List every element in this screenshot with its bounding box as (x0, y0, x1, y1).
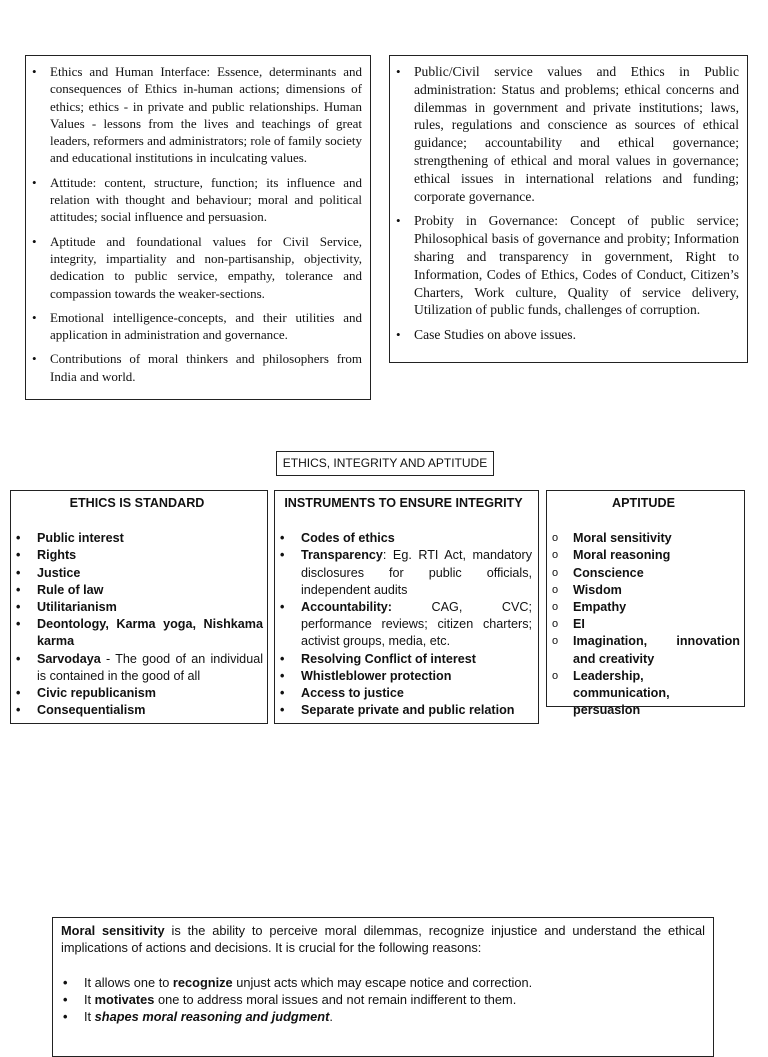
moral-sensitivity-box (52, 917, 714, 1057)
list-item: o Imagination, innovation and creativity (547, 633, 740, 667)
integrity-instruments-title: INSTRUMENTS TO ENSURE INTEGRITY (284, 496, 523, 510)
list-item: • Ethics and Human Interface: Essence, determinants and consequences of Ethics in-human actions; dimensions of ethics; ethics - in private and public relationships. Human Values - lessons from the lives and teachings of great leaders, reformers and administrators; role of family society and educational institutions in inculcating values. (26, 63, 362, 167)
list-item: • Public/Civil service values and Ethics in Public administration: Status and problems; ethical concerns and dilemmas in government and private institutions; laws, rules, regulations and conscience as sources of ethical guidance; accountability and ethical governance; strengthening of ethical and moral values in governance; ethical issues in international relations and funding; corporate governance. (390, 63, 739, 205)
list-item: • Case Studies on above issues. (390, 326, 739, 344)
list-item: • Access to justice (275, 685, 532, 702)
list-item: • Consequentialism (11, 702, 263, 719)
list-item: o Moral reasoning (547, 547, 740, 564)
list-item: o EI (547, 616, 740, 633)
integrity-instruments-box (274, 490, 539, 724)
list-item: • It shapes moral reasoning and judgment. (61, 1008, 705, 1025)
ethics-standard-title: ETHICS IS STANDARD (69, 496, 205, 510)
list-item: • Transparency: Eg. RTI Act, mandatory disclosures for public officials, independent audits (275, 547, 532, 599)
aptitude-title: APTITUDE (612, 496, 675, 510)
aptitude-list (547, 530, 740, 719)
list-item: • Codes of ethics (275, 530, 532, 547)
integrity-instruments-list (275, 530, 532, 719)
list-item: • Utilitarianism (11, 599, 263, 616)
list-item: • It allows one to recognize unjust acts which may escape notice and correction. (61, 974, 705, 991)
list-item: o Leadership, communication, persuasion (547, 668, 740, 720)
list-item: • Deontology, Karma yoga, Nishkama karma (11, 616, 263, 650)
list-item: • Accountability: CAG, CVC; performance reviews; citizen charters; activist groups, media, etc. (275, 599, 532, 651)
ethics-standard-list (11, 530, 263, 719)
list-item: o Moral sensitivity (547, 530, 740, 547)
list-item: • Aptitude and foundational values for Civil Service, integrity, impartiality and non-partisanship, objectivity, dedication to public service, empathy, tolerance and compassion towards the weaker-sections. (26, 233, 362, 302)
list-item: o Conscience (547, 565, 740, 582)
syllabus-left-list (26, 63, 362, 385)
moral-sensitivity-definition: Moral sensitivity is the ability to perceive moral dilemmas, recognize injustice and understand the ethical implications of actions and decisions. It is crucial for the following reasons: (61, 923, 705, 956)
list-item: o Wisdom (547, 582, 740, 599)
moral-sensitivity-list (61, 974, 705, 1026)
list-item: • Civic republicanism (11, 685, 263, 702)
list-item: • Public interest (11, 530, 263, 547)
list-item: • Emotional intelligence-concepts, and their utilities and application in administration and governance. (26, 309, 362, 344)
page-title: ETHICS, INTEGRITY AND APTITUDE (276, 451, 494, 476)
syllabus-right-list (390, 63, 739, 344)
syllabus-left-box (25, 55, 371, 400)
syllabus-right-box (389, 55, 748, 363)
list-item: • Rights (11, 547, 263, 564)
list-item: • It motivates one to address moral issues and not remain indifferent to them. (61, 991, 705, 1008)
list-item: • Resolving Conflict of interest (275, 651, 532, 668)
list-item: • Probity in Governance: Concept of public service; Philosophical basis of governance and probity; Information sharing and transparency in government, Right to Information, Codes of Ethics, Codes of Conduct, Citizen’s Charters, Work culture, Quality of service delivery, Utilization of public funds, challenges of corruption. (390, 212, 739, 319)
list-item: • Contributions of moral thinkers and philosophers from India and world. (26, 350, 362, 385)
list-item: • Sarvodaya - The good of an individual is contained in the good of all (11, 651, 263, 685)
list-item: • Attitude: content, structure, function; its influence and relation with thought and behaviour; moral and political attitudes; social influence and persuasion. (26, 174, 362, 226)
list-item: o Empathy (547, 599, 740, 616)
list-item: • Separate private and public relation (275, 702, 532, 719)
list-item: • Justice (11, 565, 263, 582)
aptitude-box (546, 490, 745, 718)
list-item: • Rule of law (11, 582, 263, 599)
list-item: • Whistleblower protection (275, 668, 532, 685)
ethics-standard-box (10, 490, 268, 724)
